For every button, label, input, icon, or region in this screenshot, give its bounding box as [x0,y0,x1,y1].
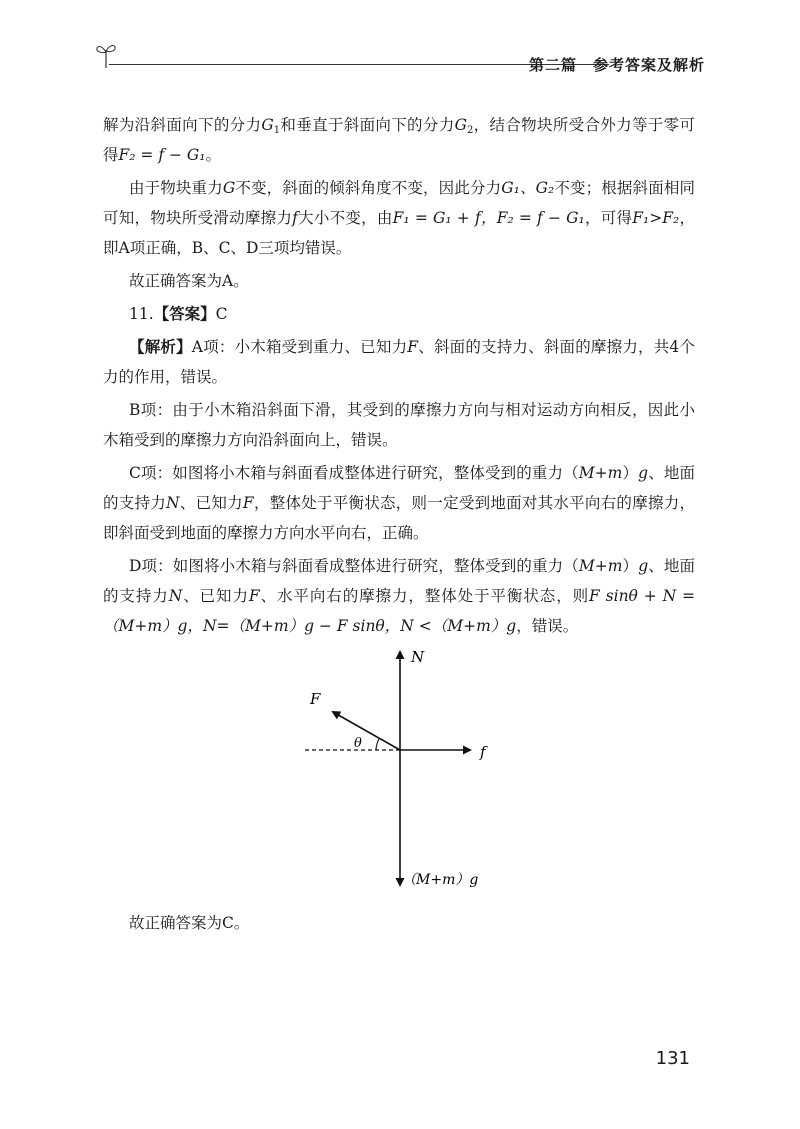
applied-force-arrow [333,712,400,750]
analysis-item-b: B项：由于小木箱沿斜面下滑，其受到的摩擦力方向与相对运动方向相反，因此小木箱受到的摩擦力方向沿斜面向上，错误。 [103,401,695,449]
analysis-item-c: C项：如图将小木箱与斜面看成整体进行研究，整体受到的重力（M+m）g、地面的支持力N、已知力F，整体处于平衡状态，则一定受到地面对其水平向右的摩擦力，即斜面受到地面的摩擦力方向水平向右，正确。 [103,464,695,542]
q11-answer: 11.【答案】C [129,304,228,323]
label-theta: θ [354,736,362,751]
final-answer: 故正确答案为C。 [129,914,250,932]
page-body [103,110,695,644]
section-title: 第二篇 参考答案及解析 [528,56,705,74]
theta-arc [376,739,379,750]
sprout-icon [95,40,117,70]
paragraph-3: 故正确答案为A。 [129,272,249,290]
label-f: f [480,743,486,761]
paragraph-2: 由于物块重力G不变，斜面的倾斜角度不变，因此分力G₁、G₂不变；根据斜面相同可知，物块所受滑动摩擦力f大小不变，由F₁ = G₁ + f，F₂ = f − G₁，可得F₁>F₂，即A项正确，B、C、D三项均错误。 [103,179,695,257]
label-weight: （M+m）g [402,872,479,888]
analysis-item-d: D项：如图将小木箱与斜面看成整体进行研究，整体受到的重力（M+m）g、地面的支持力N、已知力F、水平向右的摩擦力，整体处于平衡状态，则F sinθ + N = （M+m）g，N=（M+m）g − F sinθ，N <（M+m）g，错误。 [103,557,695,635]
analysis-item-a: 【解析】A项：小木箱受到重力、已知力F、斜面的支持力、斜面的摩擦力，共4个力的作用，错误。 [103,337,695,386]
page-header [95,40,705,80]
force-diagram [290,640,510,900]
page-number: 131 [655,1048,690,1069]
label-N: N [411,648,425,666]
label-F: F [310,690,321,708]
paragraph-1: 解为沿斜面向下的分力$G_1$和垂直于斜面向下的分力$G_2$，结合物块所受合外力等于零可得F₂ = f − G₁。 [103,116,695,164]
